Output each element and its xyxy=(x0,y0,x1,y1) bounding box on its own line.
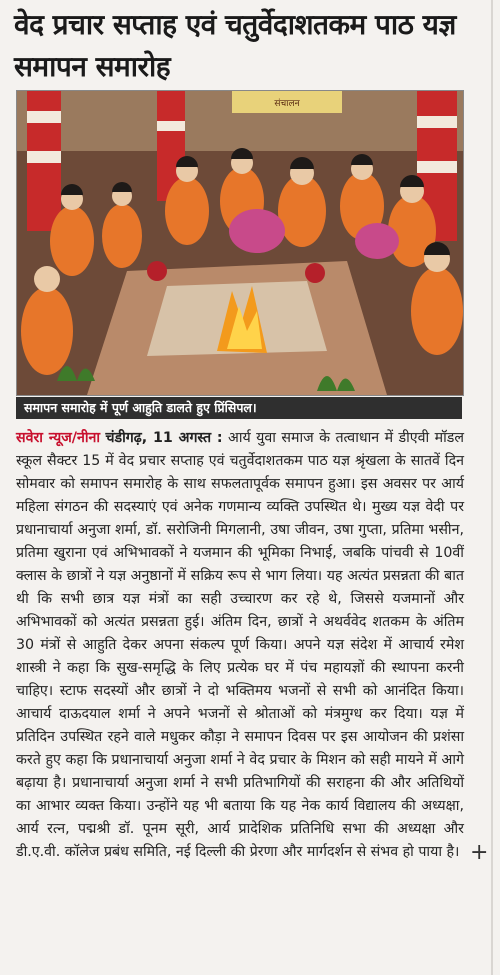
news-photo xyxy=(16,90,464,396)
byline: सवेरा न्यूज/नीना xyxy=(16,430,101,446)
photo-caption: समापन समारोह में पूर्ण आहुति डालते हुए प्रिंसिपल। xyxy=(16,397,462,419)
yajna-ceremony-photo xyxy=(17,91,463,395)
banner-text: संचालन xyxy=(274,99,300,109)
article-body xyxy=(16,427,464,864)
plus-icon: + xyxy=(470,840,489,865)
article-text: आर्य युवा समाज के तत्वाधान में डीएवी मॉडल स्कूल सैक्टर 15 में वेद प्रचार सप्ताह एवं चतुर्वेदाशतकम पाठ यज्ञ श्रृंखला के सातवें दिन सोमवार को समापन समारोह के साथ सफलतापूर्वक समापन हुआ। इस अवसर पर आर्य महिला संगठन की सदस्याएं एवं अनेक गणमान्य व्यक्ति उपस्थित थे। मुख्य यज्ञ वेदी पर प्रधानाचार्या अनुजा शर्मा, डॉ. सरोजिनी मिगलानी, उषा जीवन, उषा गुप्ता, प्रतिमा भसीन, प्रतिमा खुराना एवं अभिभावकों ने यजमान की भूमिका निभाई, जबकि पांचवी से 10वीं क्लास के छात्रों ने यज्ञ अनुष्ठानों में सक्रिय रूप से भाग लिया। यह अत्यंत प्रसन्नता की बात थी कि सभी छात्र यज्ञ मंत्रों का सही उच्चारण कर रहे थे, जिससे यजमानों और अभिभावकों को अत्यंत प्रसन्नता हुई। अंतिम दिन, छात्रों ने अथर्ववेद शतकम के अंतिम 30 मंत्रों से आहुति देकर अपना संकल्प पूर्ण किया। अपने यज्ञ संदेश में आचार्य रमेश शास्त्री ने कहा कि सुख-समृद्धि के लिए प्रत्येक घर में पंच महायज्ञों की स्थापना करनी चाहिए। स्टाफ सदस्यों और छात्रों ने दो भक्तिमय भजनों से सभी को आनंदित किया। आचार्य दाऊदयाल शर्मा ने अपने भजनों से श्रोताओं को मंत्रमुग्ध कर दिया। यज्ञ में प्रतिदिन उपस्थित रहने वाले मधुकर कौड़ा ने समापन दिवस पर इस आयोजन की प्रशंसा करते हुए कहा कि प्रधानाचार्या अनुजा शर्मा ने वेद प्रचार के मिशन को सही मायने में आगे बढ़ाया है। प्रधानाचार्या अनुजा शर्मा ने सभी प्रतिभागियों की सराहना की और अतिथियों का आभार व्यक्त किया। उन्होंने यह भी बताया कि यह नेक कार्य विद्यालय की अध्यक्षा, आर्य रत्न, पद्मश्री डॉ. पूनम सूरी, आर्य प्रादेशिक प्रतिनिधि सभा की अध्यक्षा और डी.ए.वी. कॉलेज प्रबंध समिति, नई दिल्ली की प्रेरणा और मार्गदर्शन से संभव हो पाया है। xyxy=(16,430,464,860)
headline: वेद प्रचार सप्ताह एवं चतुर्वेदाशतकम पाठ यज्ञ समापन समारोह xyxy=(14,8,456,83)
dateline: चंडीगढ़, 11 अगस्त : xyxy=(105,430,223,446)
page-edge-divider xyxy=(491,0,493,975)
